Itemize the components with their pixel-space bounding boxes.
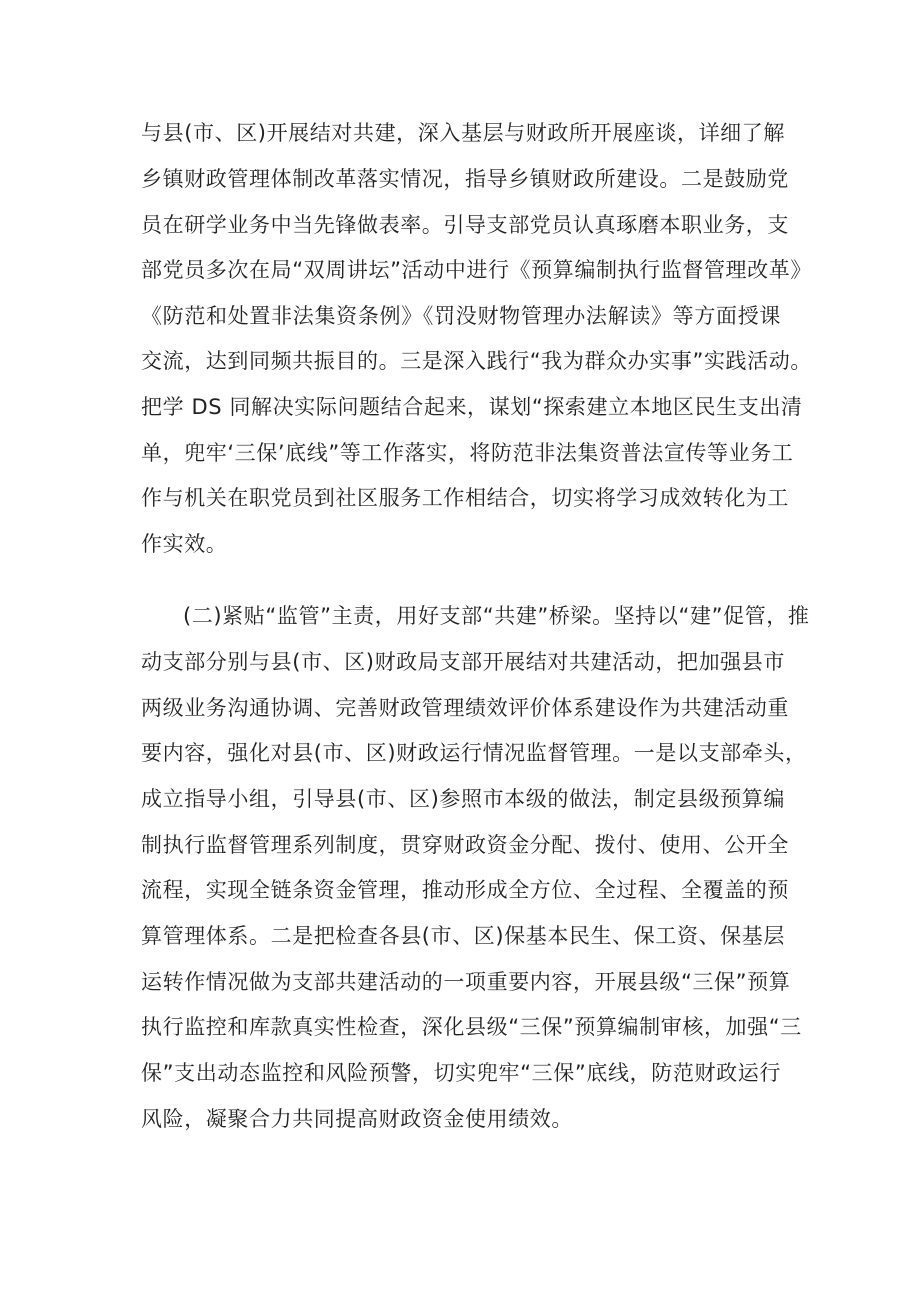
text-line-20: 执行监控和库款真实性检查，深化县级“三保”预算编制审核，加强“三 [141,1015,802,1039]
text-line-4: 部党员多次在局“双周讲坛”活动中进行《预算编制执行监督管理改革》 [141,258,812,282]
text-line-19: 运转作情况做为支部共建活动的一项重要内容，开展县级“三保”预算 [141,970,791,994]
text-line-6: 交流，达到同频共振目的。三是深入践行“我为群众办实事”实践活动。 [141,349,812,373]
text-line-10: 作实效。 [141,532,228,556]
paragraph-2-line-1: (二)紧贴“监管”主责，用好支部“共建”桥梁。坚持以“建”促管，推 [183,604,810,628]
text-line-21: 保”支出动态监控和风险预警，切实兜牢“三保”底线，防范财政运行 [141,1061,781,1085]
text-line-2: 乡镇财政管理体制改革落实情况，指导乡镇财政所建设。二是鼓励党 [141,167,789,191]
text-line-9: 作与机关在职党员到社区服务工作相结合，切实将学习成效转化为工 [141,486,789,510]
text-line-5: 《防范和处置非法集资条例》《罚没财物管理办法解读》等方面授课 [141,304,781,328]
text-line-22: 风险，凝聚合力共同提高财政资金使用绩效。 [141,1107,573,1131]
text-line-16: 制执行监督管理系列制度，贯穿财政资金分配、拨付、使用、公开全 [141,833,789,857]
text-line-8: 单，兜牢‘三保’底线”等工作落实，将防范非法集资普法宣传等业务工 [141,441,794,465]
text-line-12: 动支部分别与县(市、区)财政局支部开展结对共建活动，把加强县市 [141,650,785,674]
text-line-17: 流程，实现全链条资金管理，推动形成全方位、全过程、全覆盖的预 [141,878,789,902]
text-line-3: 员在研学业务中当先锋做表率。引导支部党员认真琢磨本职业务，支 [141,213,789,237]
text-line-7: 把学 DS 同解决实际问题结合起来，谋划“探索建立本地区民生支出清 [141,395,803,419]
text-line-14: 要内容，强化对县(市、区)财政运行情况监督管理。一是以支部牵头， [141,741,807,765]
text-line-15: 成立指导小组，引导县(市、区)参照市本级的做法，制定县级预算编 [141,787,785,811]
text-line-1: 与县(市、区)开展结对共建，深入基层与财政所开展座谈，详细了解 [141,121,785,145]
text-line-13: 两级业务沟通协调、完善财政管理绩效评价体系建设作为共建活动重 [141,696,789,720]
text-line-18: 算管理体系。二是把检查各县(市、区)保基本民生、保工资、保基层 [141,924,785,948]
